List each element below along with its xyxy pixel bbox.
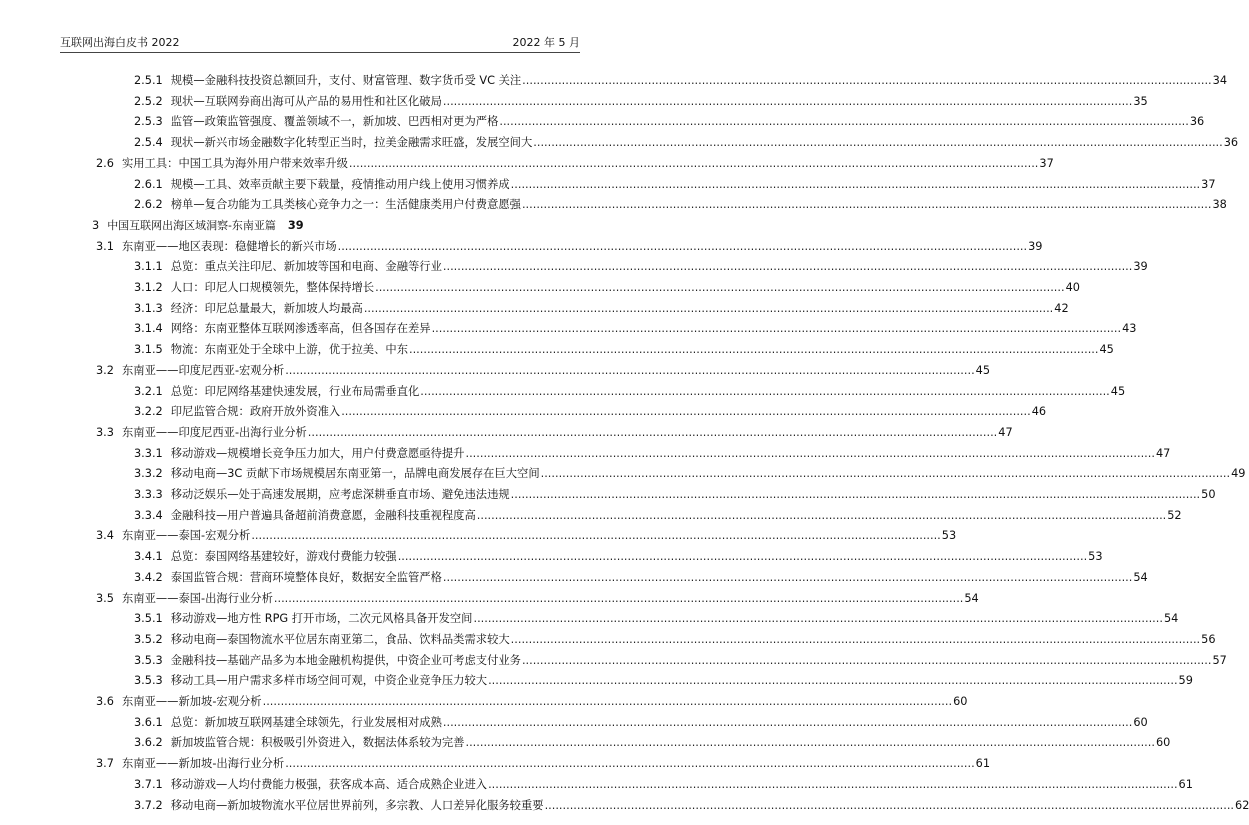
- toc-entry-page-number: 43: [1122, 322, 1137, 336]
- toc-dot-leader: [533, 136, 1222, 150]
- toc-entry-number: 2.5.2: [134, 94, 163, 108]
- toc-dot-leader: [364, 302, 1053, 316]
- toc-subsection-entry[interactable]: [134, 177, 1216, 192]
- toc-entry-number: 3.3.1: [134, 446, 163, 460]
- toc-entry-number: 3.4: [96, 529, 114, 543]
- toc-entry-title: 移动工具—用户需求多样市场空间可观，中资企业竞争压力较大: [170, 674, 488, 688]
- toc-dot-leader: [499, 115, 1188, 129]
- page-header: [60, 30, 580, 53]
- toc-dot-leader: [338, 240, 1027, 254]
- toc-entry-page-number: 59: [1178, 674, 1193, 688]
- toc-section-entry[interactable]: [96, 695, 968, 709]
- toc-dot-leader: [375, 281, 1064, 295]
- toc-entry-title: 总览：印尼网络基建快速发展，行业布局需垂直化: [170, 384, 420, 398]
- toc-entry-title: 网络：东南亚整体互联网渗透率高，但各国存在差异: [170, 322, 431, 336]
- toc-entry-number: 3.6.1: [134, 715, 163, 729]
- toc-dot-leader: [488, 674, 1177, 688]
- toc-entry-title: 移动游戏—人均付费能力极强，获客成本高、适合成熟企业进入: [170, 777, 488, 791]
- toc-entry-number: 3.3.2: [134, 467, 163, 481]
- toc-entry-number: 3.5: [96, 591, 114, 605]
- toc-entry-page-number: 62: [1235, 798, 1249, 812]
- toc-subsection-entry[interactable]: [134, 384, 1126, 399]
- toc-subsection-entry[interactable]: [134, 260, 1148, 274]
- toc-dot-leader: [545, 799, 1234, 813]
- toc-entry-page-number: 54: [1133, 570, 1148, 584]
- toc-entry-title: 泰国监管合规：营商环境整体良好，数据安全监管严格: [170, 570, 442, 584]
- toc-dot-leader: [285, 364, 974, 378]
- toc-subsection-entry[interactable]: [134, 446, 1171, 461]
- toc-entry-number: 2.6.2: [134, 198, 163, 212]
- toc-subsection-entry[interactable]: [134, 798, 1249, 813]
- toc-entry-page-number: 39: [1028, 239, 1043, 253]
- toc-section-entry[interactable]: [96, 363, 991, 378]
- toc-entry-page-number: 49: [1231, 467, 1246, 481]
- toc-entry-title: 实用工具：中国工具为海外用户带来效率升级: [121, 156, 348, 170]
- toc-entry-page-number: 45: [1110, 384, 1126, 398]
- toc-subsection-entry[interactable]: [134, 736, 1171, 750]
- toc-entry-number: 3.4.1: [134, 550, 163, 564]
- toc-entry-page-number: 47: [1155, 446, 1171, 460]
- toc-entry-number: 3.1.3: [134, 301, 163, 315]
- toc-entry-title: 现状—新兴市场金融数字化转型正当时，拉美金融需求旺盛，发展空间大: [170, 136, 533, 150]
- toc-entry-number: 3.7.1: [134, 777, 163, 791]
- toc-subsection-entry[interactable]: [134, 653, 1227, 668]
- toc-entry-number: 3.1.4: [134, 322, 163, 336]
- toc-dot-leader: [522, 74, 1211, 88]
- toc-entry-title: 中国互联网出海区域洞察-东南亚篇: [107, 218, 276, 232]
- toc-subsection-entry[interactable]: [134, 115, 1205, 129]
- toc-entry-page-number: 37: [1201, 177, 1216, 191]
- toc-dot-leader: [420, 385, 1109, 399]
- toc-dot-leader: [274, 592, 963, 606]
- toc-dot-leader: [398, 550, 1087, 564]
- toc-entry-title: 规模—金融科技投资总额回升，支付、财富管理、数字货币受 VC 关注: [170, 74, 522, 87]
- toc-entry-page-number: 53: [941, 529, 957, 543]
- toc-subsection-entry[interactable]: [134, 550, 1103, 564]
- toc-entry-number: 3.7.2: [134, 798, 163, 812]
- toc-dot-leader: [511, 178, 1200, 192]
- toc-entry-number: 2.5.1: [134, 74, 163, 87]
- toc-dot-leader: [443, 260, 1132, 274]
- toc-dot-leader: [251, 529, 940, 543]
- toc-entry-title: 监管—政策监管强度、覆盖领域不一，新加坡、巴西相对更为严格: [170, 115, 499, 129]
- toc-entry-title: 东南亚——印度尼西亚-宏观分析: [121, 363, 285, 377]
- toc-subsection-entry[interactable]: [134, 74, 1228, 88]
- toc-entry-page-number: 39: [1133, 260, 1148, 274]
- toc-dot-leader: [522, 198, 1211, 212]
- toc-chapter-entry[interactable]: [92, 219, 608, 233]
- toc-dot-leader: [443, 95, 1132, 109]
- toc-subsection-entry[interactable]: [134, 136, 1239, 150]
- toc-entry-page-number: 36: [1189, 115, 1205, 129]
- toc-section-entry[interactable]: [96, 529, 957, 543]
- toc-dot-leader: [432, 322, 1121, 336]
- toc-dot-leader: [511, 488, 1200, 502]
- toc-entry-page-number: 45: [1099, 343, 1114, 357]
- toc-section-entry[interactable]: [96, 757, 991, 771]
- toc-entry-title: 东南亚——新加坡-出海行业分析: [121, 757, 285, 771]
- toc-entry-title: 人口：印尼人口规模领先，整体保持增长: [170, 281, 375, 294]
- toc-entry-title: 东南亚——泰国-出海行业分析: [121, 591, 273, 605]
- toc-entry-title: 移动游戏—规模增长竞争压力加大，用户付费意愿亟待提升: [170, 446, 465, 460]
- toc-entry-number: 2.6: [96, 156, 114, 170]
- toc-entry-number: 3.5.1: [134, 612, 163, 626]
- toc-entry-number: 3.2.1: [134, 384, 163, 398]
- toc-entry-title: 金融科技—用户普遍具备超前消费意愿，金融科技重视程度高: [170, 508, 476, 522]
- toc-entry-page-number: 56: [1201, 632, 1216, 646]
- toc-subsection-entry[interactable]: [134, 94, 1148, 109]
- toc-entry-number: 3.2.2: [134, 405, 163, 419]
- toc-entry-title: 东南亚——地区表现：稳健增长的新兴市场: [121, 239, 337, 253]
- toc-subsection-entry[interactable]: [134, 632, 1216, 647]
- toc-entry-page-number: 38: [1212, 198, 1227, 212]
- toc-section-entry[interactable]: [96, 239, 1043, 254]
- toc-entry-number: 3.3: [96, 425, 114, 439]
- toc-entry-page-number: 42: [1054, 301, 1069, 315]
- toc-dot-leader: [308, 426, 997, 440]
- toc-dot-leader: [473, 612, 1162, 626]
- header-date: 2022 年 5 月: [512, 36, 580, 49]
- toc-section-entry[interactable]: [96, 156, 1054, 171]
- toc-subsection-entry[interactable]: [134, 715, 1148, 730]
- toc-subsection-entry[interactable]: [134, 508, 1182, 523]
- toc-entry-title: 新加坡监管合规：积极吸引外资进入，数据法体系较为完善: [170, 736, 465, 750]
- toc-entry-page-number: 52: [1167, 508, 1182, 522]
- toc-entry-page-number: 60: [1133, 715, 1148, 729]
- toc-entry-number: 3: [92, 218, 100, 232]
- toc-subsection-entry[interactable]: [134, 198, 1227, 212]
- toc-entry-number: 3.6: [96, 695, 114, 708]
- toc-entry-title: 榜单—复合功能为工具类核心竞争力之一：生活健康类用户付费意愿强: [170, 198, 521, 212]
- toc-dot-leader: [443, 571, 1132, 585]
- toc-entry-title: 移动泛娱乐—处于高速发展期，应考虑深耕垂直市场、避免违法违规: [170, 488, 510, 501]
- toc-entry-page-number: 46: [1031, 405, 1047, 419]
- toc-entry-number: 2.5.3: [134, 115, 163, 129]
- toc-dot-leader: [263, 695, 952, 709]
- toc-entry-number: 3.1.2: [134, 281, 163, 294]
- toc-entry-number: 3.1: [96, 239, 114, 253]
- toc-subsection-entry[interactable]: [134, 674, 1193, 688]
- toc-entry-title: 移动电商—新加坡物流水平位居世界前列，多宗教、人口差异化服务较重要: [170, 798, 544, 812]
- toc-entry-number: 3.3.4: [134, 508, 163, 522]
- toc-entry-title: 东南亚——新加坡-宏观分析: [121, 695, 262, 708]
- toc-entry-page-number: 37: [1039, 156, 1054, 170]
- toc-entry-page-number: 45: [975, 363, 991, 377]
- toc-entry-number: 3.3.3: [134, 488, 163, 501]
- toc-entry-title: 移动电商—3C 贡献下市场规模居东南亚第一，品牌电商发展存在巨大空间: [170, 467, 540, 481]
- toc-entry-title: 移动电商—泰国物流水平位居东南亚第二，食品、饮料品类需求较大: [170, 632, 510, 646]
- toc-dot-leader: [443, 716, 1132, 730]
- toc-entry-page-number: 36: [1223, 136, 1239, 150]
- toc-entry-page-number: 61: [1178, 777, 1193, 791]
- toc-entry-page-number: 50: [1201, 488, 1216, 501]
- toc-dot-leader: [341, 405, 1030, 419]
- toc-entry-number: 3.5.3: [134, 674, 163, 688]
- toc-entry-page-number: 53: [1088, 550, 1103, 564]
- toc-entry-number: 3.1.1: [134, 260, 163, 274]
- toc-dot-leader: [541, 467, 1230, 481]
- toc-dot-leader: [409, 343, 1098, 357]
- toc-entry-title: 经济：印尼总量最大，新加坡人均最高: [170, 301, 363, 315]
- toc-subsection-entry[interactable]: [134, 570, 1148, 585]
- toc-entry-page-number: 35: [1133, 94, 1148, 108]
- toc-entry-page-number: 60: [953, 695, 968, 708]
- toc-dot-leader: [488, 778, 1177, 792]
- toc-entry-number: 3.7: [96, 757, 114, 771]
- toc-subsection-entry[interactable]: [134, 343, 1114, 357]
- toc-entry-number: 2.6.1: [134, 177, 163, 191]
- toc-entry-title: 金融科技—基础产品多为本地金融机构提供，中资企业可考虑支付业务: [170, 653, 521, 667]
- toc-entry-number: 3.4.2: [134, 570, 163, 584]
- toc-entry-title: 总览：泰国网络基建较好，游戏付费能力较强: [170, 550, 397, 564]
- toc-entry-title: 规模—工具、效率贡献主要下载量，疫情推动用户线上使用习惯养成: [170, 177, 510, 191]
- toc-entry-page-number: 47: [998, 425, 1013, 439]
- toc-entry-title: 印尼监管合规：政府开放外资准入: [170, 405, 341, 419]
- toc-entry-title: 东南亚——泰国-宏观分析: [121, 529, 251, 543]
- toc-dot-leader: [285, 757, 974, 771]
- toc-subsection-entry[interactable]: [134, 322, 1137, 336]
- toc-entry-page-number: 61: [975, 757, 991, 771]
- toc-entry-title: 移动游戏—地方性 RPG 打开市场，二次元风格具备开发空间: [170, 612, 473, 626]
- toc-entry-page-number: 54: [1163, 612, 1179, 626]
- toc-dot-leader: [465, 447, 1154, 461]
- header-title: 互联网出海白皮书 2022: [60, 36, 180, 49]
- toc-subsection-entry[interactable]: [134, 405, 1047, 419]
- toc-entry-number: 3.5.3: [134, 653, 163, 667]
- toc-entry-number: 3.5.2: [134, 632, 163, 646]
- toc-entry-page-number: 40: [1065, 281, 1080, 294]
- toc-dot-leader: [511, 633, 1200, 647]
- toc-entry-page-number: 60: [1155, 736, 1171, 750]
- toc-entry-number: 3.2: [96, 363, 114, 377]
- toc-entry-title: 东南亚——印度尼西亚-出海行业分析: [121, 425, 307, 439]
- toc-entry-title: 现状—互联网券商出海可从产品的易用性和社区化破局: [170, 94, 442, 108]
- toc-entry-title: 总览：新加坡互联网基建全球领先，行业发展相对成熟: [170, 715, 442, 729]
- toc-subsection-entry[interactable]: [134, 301, 1069, 316]
- toc-entry-page-number: 57: [1212, 653, 1227, 667]
- toc-dot-leader: [522, 654, 1211, 668]
- toc-entry-page-number: 34: [1212, 74, 1228, 87]
- toc-entry-page-number: 54: [964, 591, 979, 605]
- toc-dot-leader: [477, 509, 1166, 523]
- toc-entry-title: 物流：东南亚处于全球中上游，优于拉美、中东: [170, 343, 408, 357]
- toc-subsection-entry[interactable]: [134, 777, 1193, 792]
- toc-entry-number: 2.5.4: [134, 136, 163, 150]
- toc-subsection-entry[interactable]: [134, 281, 1080, 295]
- toc-entry-title: 总览：重点关注印尼、新加坡等国和电商、金融等行业: [170, 260, 442, 274]
- toc-dot-leader: [349, 157, 1038, 171]
- toc-section-entry[interactable]: [96, 591, 979, 606]
- toc-subsection-entry[interactable]: [134, 488, 1216, 502]
- toc-section-entry[interactable]: [96, 425, 1013, 440]
- toc-entry-page-number: 39: [287, 218, 304, 232]
- toc-entry-number: 3.1.5: [134, 343, 163, 357]
- toc-dot-leader: [465, 736, 1154, 750]
- toc-entry-number: 3.6.2: [134, 736, 163, 750]
- toc-subsection-entry[interactable]: [134, 612, 1179, 626]
- toc-subsection-entry[interactable]: [134, 467, 1246, 481]
